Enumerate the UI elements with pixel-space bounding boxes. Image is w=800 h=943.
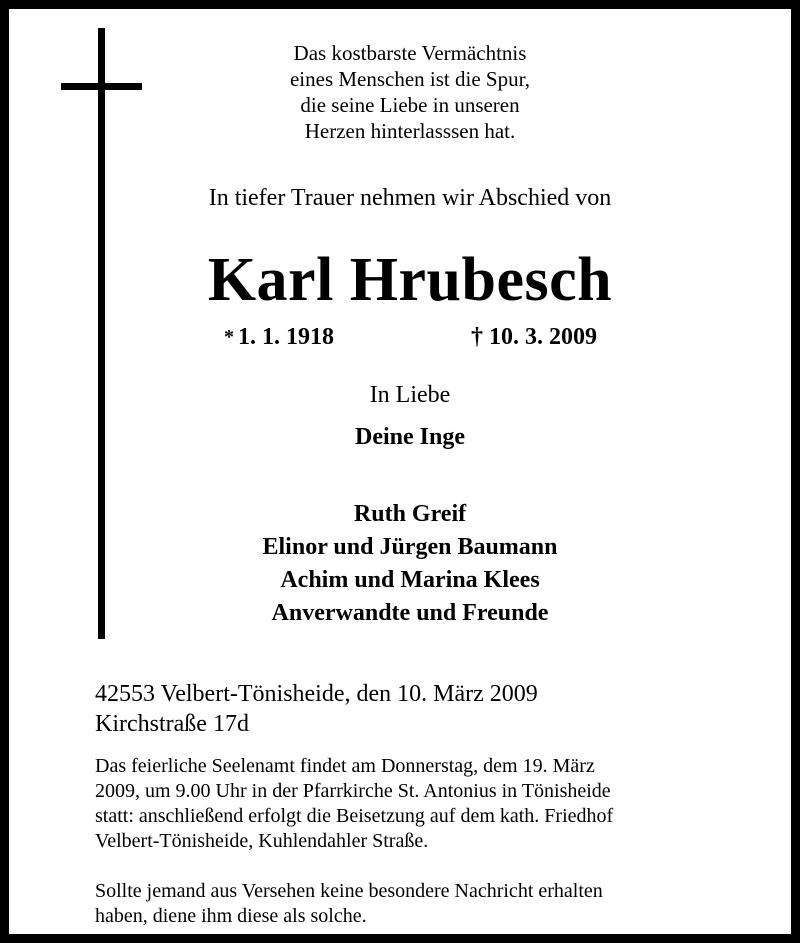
poem-line: Das kostbarste Vermächtnis — [293, 41, 527, 65]
memorial-poem — [215, 40, 605, 144]
mourner-item: Achim und Marina Klees — [280, 567, 540, 593]
notice-line: statt: anschließend erfolgt die Beisetzung auf dem kath. Friedhof — [95, 805, 614, 827]
street: Kirchstraße 17d — [95, 711, 249, 737]
place-date: 42553 Velbert-Tönisheide, den 10. März 2009 — [95, 681, 538, 707]
spouse-name: Deine Inge — [355, 424, 465, 450]
closing-line: haben, diene ihm diese als solche. — [95, 905, 367, 927]
death-date: 10. 3. 2009 — [489, 324, 597, 350]
mourners-list — [115, 498, 705, 630]
poem-line: eines Menschen ist die Spur, — [289, 67, 531, 91]
death-date-line — [471, 322, 597, 352]
notice-line: Velbert-Tönisheide, Kuhlendahler Straße. — [95, 830, 429, 852]
in-love-line: In Liebe — [369, 382, 451, 408]
notice-line: Das feierliche Seelenamt findet am Donnerstag, dem 19. März — [95, 755, 595, 777]
mourner-item: Elinor und Jürgen Baumann — [262, 534, 558, 560]
closing-line: Sollte jemand aus Versehen keine besondere Nachricht erhalten — [95, 880, 603, 902]
cross-icon — [98, 28, 105, 639]
cross-icon-bar — [61, 83, 142, 90]
birth-star-icon: * — [224, 326, 234, 348]
mourner-item: Ruth Greif — [353, 501, 467, 527]
birth-date: 1. 1. 1918 — [238, 324, 334, 350]
deceased-name: Karl Hrubesch — [207, 246, 613, 314]
address-block — [95, 679, 538, 739]
birth-date-line — [224, 322, 334, 352]
closing-note — [95, 879, 785, 929]
service-notice — [95, 754, 785, 854]
intro-line: In tiefer Trauer nehmen wir Abschied von — [208, 185, 612, 211]
poem-line: die seine Liebe in unseren — [300, 93, 520, 117]
mourner-item: Anverwandte und Freunde — [271, 600, 549, 626]
notice-line: 2009, um 9.00 Uhr in der Pfarrkirche St. Antonius in Tönisheide — [95, 780, 611, 802]
poem-line: Herzen hinterlasssen hat. — [304, 119, 516, 143]
death-dagger-icon: † — [471, 324, 483, 350]
